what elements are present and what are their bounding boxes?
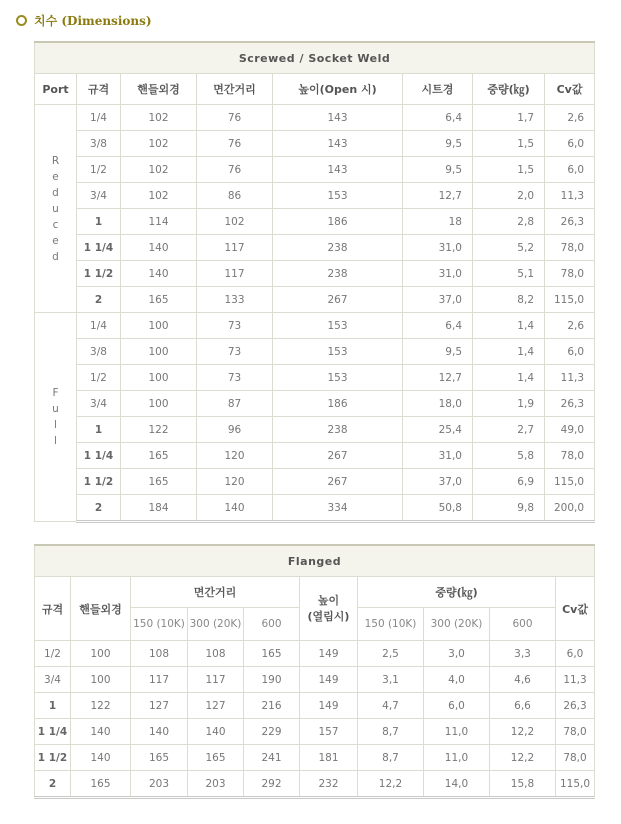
cell-weight: 2,0 — [473, 183, 545, 209]
cell-weight: 9,8 — [473, 495, 545, 522]
cell-weight-600: 4,6 — [490, 667, 556, 693]
cell-cv: 115,0 — [556, 771, 595, 798]
cell-handle-diameter: 100 — [121, 365, 197, 391]
cell-weight: 8,2 — [473, 287, 545, 313]
cell-height-open: 149 — [300, 641, 358, 667]
cell-seat-diameter: 6,4 — [403, 313, 473, 339]
cell-face-600: 165 — [244, 641, 300, 667]
cell-face-to-face: 73 — [197, 365, 273, 391]
cell-weight-150: 8,7 — [358, 745, 424, 771]
cell-seat-diameter: 9,5 — [403, 131, 473, 157]
cell-face-150: 117 — [131, 667, 188, 693]
cell-weight: 1,5 — [473, 131, 545, 157]
table-row — [35, 641, 595, 667]
col-header-height-open: 높이 (열림시) — [300, 577, 358, 641]
cell-size: 3/4 — [35, 667, 71, 693]
cell-handle-diameter: 102 — [121, 131, 197, 157]
col-header-size: 규격 — [77, 74, 121, 105]
port-group-label — [35, 105, 77, 313]
cell-seat-diameter: 12,7 — [403, 183, 473, 209]
cell-face-to-face: 76 — [197, 157, 273, 183]
cell-weight-300: 14,0 — [424, 771, 490, 798]
cell-face-to-face: 87 — [197, 391, 273, 417]
table-row — [35, 417, 595, 443]
col-header-port: Port — [35, 74, 77, 105]
cell-seat-diameter: 9,5 — [403, 157, 473, 183]
cell-seat-diameter: 31,0 — [403, 235, 473, 261]
table-row — [35, 469, 595, 495]
cell-cv: 26,3 — [545, 391, 595, 417]
table-caption: Flanged — [35, 545, 595, 577]
cell-size: 1/2 — [77, 157, 121, 183]
cell-face-to-face: 73 — [197, 339, 273, 365]
cell-cv: 200,0 — [545, 495, 595, 522]
cell-cv: 49,0 — [545, 417, 595, 443]
cell-face-300: 203 — [188, 771, 244, 798]
cell-handle-diameter: 100 — [121, 339, 197, 365]
table-row — [35, 105, 595, 131]
cell-weight: 1,7 — [473, 105, 545, 131]
section-heading — [16, 9, 152, 31]
cell-handle-diameter: 114 — [121, 209, 197, 235]
col-header-cv: Cv값 — [545, 74, 595, 105]
cell-size: 2 — [77, 495, 121, 522]
cell-cv: 6,0 — [556, 641, 595, 667]
cell-height-open: 153 — [273, 183, 403, 209]
cell-seat-diameter: 37,0 — [403, 287, 473, 313]
cell-height-open: 153 — [273, 365, 403, 391]
cell-face-300: 127 — [188, 693, 244, 719]
cell-size: 1 1/4 — [77, 443, 121, 469]
cell-face-to-face: 73 — [197, 313, 273, 339]
cell-size: 2 — [77, 287, 121, 313]
cell-handle-diameter: 122 — [121, 417, 197, 443]
col-header-handle-diameter: 핸들외경 — [121, 74, 197, 105]
cell-height-open: 143 — [273, 105, 403, 131]
cell-handle-diameter: 140 — [71, 719, 131, 745]
cell-weight: 5,2 — [473, 235, 545, 261]
cell-height-open: 149 — [300, 693, 358, 719]
cell-weight-300: 11,0 — [424, 745, 490, 771]
subheader-class: 150 (10K) — [131, 608, 188, 641]
cell-size: 3/4 — [77, 391, 121, 417]
cell-cv: 11,3 — [556, 667, 595, 693]
cell-weight-150: 3,1 — [358, 667, 424, 693]
cell-seat-diameter: 25,4 — [403, 417, 473, 443]
cell-seat-diameter: 18 — [403, 209, 473, 235]
table-row — [35, 157, 595, 183]
cell-handle-diameter: 184 — [121, 495, 197, 522]
cell-height-open: 149 — [300, 667, 358, 693]
table-row — [35, 313, 595, 339]
cell-height-open: 238 — [273, 235, 403, 261]
cell-face-to-face: 76 — [197, 105, 273, 131]
cell-weight-600: 15,8 — [490, 771, 556, 798]
cell-face-150: 203 — [131, 771, 188, 798]
cell-size: 1 1/4 — [77, 235, 121, 261]
cell-size: 1/4 — [77, 313, 121, 339]
cell-handle-diameter: 100 — [71, 667, 131, 693]
cell-face-300: 117 — [188, 667, 244, 693]
cell-height-open: 143 — [273, 131, 403, 157]
cell-weight: 1,4 — [473, 339, 545, 365]
port-group-label-text: R e d u c e d — [51, 154, 60, 263]
col-header-size: 규격 — [35, 577, 71, 641]
cell-face-to-face: 86 — [197, 183, 273, 209]
cell-cv: 11,3 — [545, 183, 595, 209]
cell-seat-diameter: 18,0 — [403, 391, 473, 417]
cell-height-open: 153 — [273, 313, 403, 339]
cell-handle-diameter: 102 — [121, 183, 197, 209]
cell-height-open: 238 — [273, 261, 403, 287]
cell-size: 1/4 — [77, 105, 121, 131]
port-group-label-text: F u l l — [52, 387, 59, 447]
cell-size: 1 — [77, 417, 121, 443]
cell-face-600: 241 — [244, 745, 300, 771]
cell-size: 3/4 — [77, 183, 121, 209]
cell-weight: 1,9 — [473, 391, 545, 417]
cell-seat-diameter: 31,0 — [403, 443, 473, 469]
cell-weight-300: 11,0 — [424, 719, 490, 745]
cell-weight: 1,4 — [473, 365, 545, 391]
cell-weight-600: 12,2 — [490, 745, 556, 771]
col-header-height-open: 높이(Open 시) — [273, 74, 403, 105]
subheader-class: 300 (20K) — [188, 608, 244, 641]
cell-weight-150: 2,5 — [358, 641, 424, 667]
cell-weight: 2,7 — [473, 417, 545, 443]
cell-face-to-face: 133 — [197, 287, 273, 313]
cell-weight: 1,4 — [473, 313, 545, 339]
col-header-face-to-face: 면간거리 — [197, 74, 273, 105]
cell-weight-300: 4,0 — [424, 667, 490, 693]
col-header-weight: 중량(㎏) — [358, 577, 556, 608]
cell-face-300: 140 — [188, 719, 244, 745]
cell-cv: 6,0 — [545, 157, 595, 183]
cell-cv: 6,0 — [545, 339, 595, 365]
cell-seat-diameter: 6,4 — [403, 105, 473, 131]
table-row — [35, 261, 595, 287]
cell-height-open: 238 — [273, 417, 403, 443]
table-row — [35, 339, 595, 365]
cell-handle-diameter: 165 — [71, 771, 131, 798]
table-row — [35, 495, 595, 522]
subheader-class: 150 (10K) — [358, 608, 424, 641]
cell-cv: 78,0 — [545, 443, 595, 469]
table-row — [35, 365, 595, 391]
cell-cv: 26,3 — [556, 693, 595, 719]
cell-cv: 11,3 — [545, 365, 595, 391]
cell-face-to-face: 102 — [197, 209, 273, 235]
cell-face-300: 108 — [188, 641, 244, 667]
subheader-class: 600 — [490, 608, 556, 641]
cell-seat-diameter: 12,7 — [403, 365, 473, 391]
cell-seat-diameter: 9,5 — [403, 339, 473, 365]
table-row — [35, 209, 595, 235]
cell-face-150: 140 — [131, 719, 188, 745]
cell-cv: 78,0 — [545, 261, 595, 287]
cell-cv: 78,0 — [556, 745, 595, 771]
table-row — [35, 693, 595, 719]
table-row — [35, 771, 595, 798]
cell-cv: 26,3 — [545, 209, 595, 235]
cell-weight-600: 12,2 — [490, 719, 556, 745]
cell-face-150: 165 — [131, 745, 188, 771]
cell-face-600: 229 — [244, 719, 300, 745]
cell-size: 3/8 — [77, 339, 121, 365]
cell-weight: 2,8 — [473, 209, 545, 235]
col-header-handle-diameter: 핸들외경 — [71, 577, 131, 641]
screwed-socket-weld-table — [34, 41, 595, 523]
table-row — [35, 235, 595, 261]
cell-cv: 115,0 — [545, 287, 595, 313]
cell-handle-diameter: 140 — [121, 235, 197, 261]
table-row — [35, 745, 595, 771]
cell-cv: 78,0 — [556, 719, 595, 745]
cell-handle-diameter: 140 — [71, 745, 131, 771]
cell-size: 1 1/2 — [77, 469, 121, 495]
cell-cv: 6,0 — [545, 131, 595, 157]
table-row — [35, 719, 595, 745]
cell-size: 1 — [35, 693, 71, 719]
cell-weight: 1,5 — [473, 157, 545, 183]
cell-face-to-face: 117 — [197, 235, 273, 261]
table-row — [35, 131, 595, 157]
cell-weight-150: 8,7 — [358, 719, 424, 745]
cell-size: 1 1/4 — [35, 719, 71, 745]
cell-face-300: 165 — [188, 745, 244, 771]
cell-size: 1 1/2 — [35, 745, 71, 771]
cell-handle-diameter: 140 — [121, 261, 197, 287]
cell-height-open: 232 — [300, 771, 358, 798]
cell-cv: 115,0 — [545, 469, 595, 495]
cell-handle-diameter: 100 — [121, 313, 197, 339]
table-row — [35, 183, 595, 209]
cell-handle-diameter: 102 — [121, 157, 197, 183]
subheader-class: 600 — [244, 608, 300, 641]
cell-height-open: 157 — [300, 719, 358, 745]
cell-seat-diameter: 37,0 — [403, 469, 473, 495]
cell-face-to-face: 117 — [197, 261, 273, 287]
col-header-face-to-face: 면간거리 — [131, 577, 300, 608]
cell-face-to-face: 76 — [197, 131, 273, 157]
cell-height-open: 181 — [300, 745, 358, 771]
cell-size: 2 — [35, 771, 71, 798]
section-title: 치수 (Dimensions) — [34, 13, 152, 28]
cell-weight-150: 12,2 — [358, 771, 424, 798]
table-row — [35, 391, 595, 417]
flanged-table — [34, 544, 595, 799]
cell-cv: 2,6 — [545, 313, 595, 339]
cell-face-to-face: 96 — [197, 417, 273, 443]
cell-weight-600: 6,6 — [490, 693, 556, 719]
cell-handle-diameter: 122 — [71, 693, 131, 719]
cell-face-150: 127 — [131, 693, 188, 719]
cell-face-600: 292 — [244, 771, 300, 798]
cell-height-open: 186 — [273, 391, 403, 417]
cell-weight: 6,9 — [473, 469, 545, 495]
table-row — [35, 667, 595, 693]
cell-face-to-face: 120 — [197, 443, 273, 469]
cell-height-open: 143 — [273, 157, 403, 183]
cell-weight: 5,8 — [473, 443, 545, 469]
cell-height-open: 334 — [273, 495, 403, 522]
cell-weight-150: 4,7 — [358, 693, 424, 719]
table-row — [35, 443, 595, 469]
cell-handle-diameter: 100 — [121, 391, 197, 417]
table-caption: Screwed / Socket Weld — [35, 42, 595, 74]
cell-face-to-face: 140 — [197, 495, 273, 522]
circle-bullet-icon — [16, 15, 27, 26]
port-group-label — [35, 313, 77, 522]
cell-size: 1/2 — [77, 365, 121, 391]
cell-size: 3/8 — [77, 131, 121, 157]
cell-seat-diameter: 31,0 — [403, 261, 473, 287]
col-header-seat-diameter: 시트경 — [403, 74, 473, 105]
cell-size: 1 — [77, 209, 121, 235]
subheader-class: 300 (20K) — [424, 608, 490, 641]
cell-size: 1 1/2 — [77, 261, 121, 287]
cell-face-150: 108 — [131, 641, 188, 667]
cell-handle-diameter: 100 — [71, 641, 131, 667]
table-row — [35, 287, 595, 313]
cell-weight-300: 3,0 — [424, 641, 490, 667]
cell-height-open: 267 — [273, 443, 403, 469]
cell-face-600: 216 — [244, 693, 300, 719]
cell-height-open: 186 — [273, 209, 403, 235]
cell-weight-600: 3,3 — [490, 641, 556, 667]
cell-height-open: 267 — [273, 287, 403, 313]
cell-weight: 5,1 — [473, 261, 545, 287]
cell-height-open: 153 — [273, 339, 403, 365]
cell-handle-diameter: 165 — [121, 287, 197, 313]
cell-weight-300: 6,0 — [424, 693, 490, 719]
cell-height-open: 267 — [273, 469, 403, 495]
cell-cv: 2,6 — [545, 105, 595, 131]
cell-size: 1/2 — [35, 641, 71, 667]
cell-face-to-face: 120 — [197, 469, 273, 495]
cell-cv: 78,0 — [545, 235, 595, 261]
cell-handle-diameter: 165 — [121, 469, 197, 495]
cell-handle-diameter: 165 — [121, 443, 197, 469]
cell-face-600: 190 — [244, 667, 300, 693]
col-header-cv: Cv값 — [556, 577, 595, 641]
cell-seat-diameter: 50,8 — [403, 495, 473, 522]
col-header-weight: 중량(㎏) — [473, 74, 545, 105]
cell-handle-diameter: 102 — [121, 105, 197, 131]
